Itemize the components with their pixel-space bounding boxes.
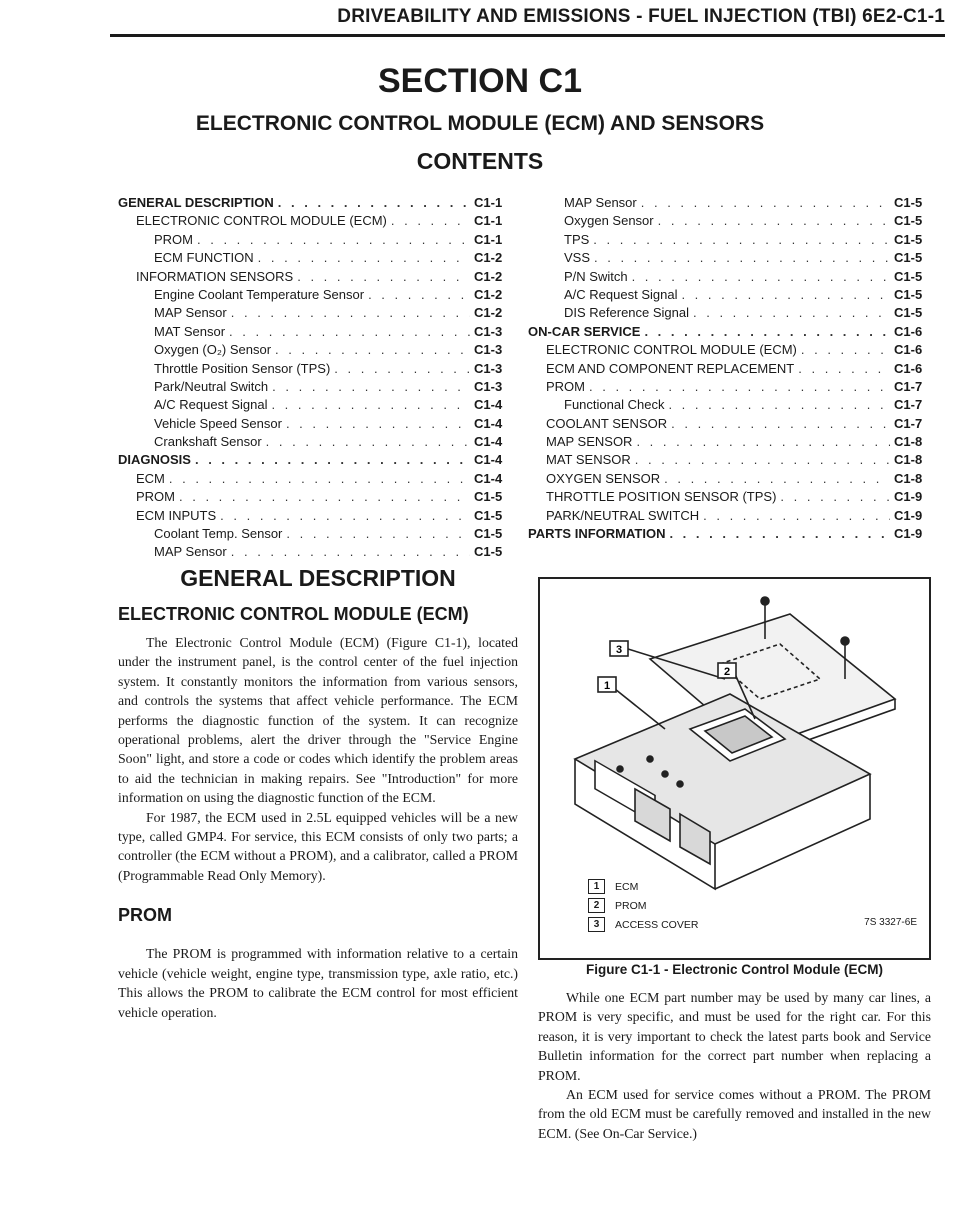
toc-entry: [528, 416, 938, 434]
toc-entry: [528, 434, 938, 452]
toc-entry-title: Oxygen (O₂) Sensor: [154, 342, 272, 358]
toc-entry: [118, 397, 518, 415]
toc-entry-page: C1-2: [474, 250, 503, 266]
toc-leader: [278, 195, 470, 210]
toc-leader: [334, 361, 470, 376]
left-text-column: [118, 565, 518, 1022]
toc-entry-title: A/C Request Signal: [154, 397, 268, 413]
right-text-column: [538, 988, 931, 1143]
toc-entry: [118, 544, 518, 562]
toc-entry-title: OXYGEN SENSOR: [546, 470, 661, 486]
toc-leader: [391, 213, 470, 228]
toc-entry-title: Coolant Temp. Sensor: [154, 526, 283, 542]
toc-entry: [528, 508, 938, 526]
right-paragraph-1: While one ECM part number may be used by many car lines, a PROM is very specific, and must be used for the right car. For this reason, it is very important to check the latest parts book and Service Bulletin information for the correct part number when replacing a PROM.: [538, 990, 931, 1083]
toc-leader: [229, 324, 470, 339]
toc-leader: [368, 287, 470, 302]
toc-entry-page: C1-7: [894, 397, 923, 413]
ecm-paragraph-1: The Electronic Control Module (ECM) (Figure C1-1), located under the instrument panel, is the control center of the fuel injection system. It constantly monitors the information from various sensors, and controls the systems that affect vehicle performance. The ECM performs the diagnostic function of the system. It can recognize operational problems, alert the driver through the "Service Engine Soon" light, and store a code or codes which identify the problem areas to aid the technician in making repairs. See "Introduction" for more information on using the diagnostic function of the ECM.: [118, 635, 518, 806]
toc-entry-page: C1-5: [474, 507, 503, 523]
toc-entry-page: C1-6: [894, 360, 923, 376]
toc-entry-title: ECM AND COMPONENT REPLACEMENT: [546, 360, 795, 376]
toc-leader: [231, 544, 470, 559]
toc-entry-page: C1-6: [894, 342, 923, 358]
toc-entry: [528, 342, 938, 360]
toc-leader: [271, 397, 470, 412]
toc-entry-page: C1-5: [894, 231, 923, 247]
toc-leader: [195, 452, 470, 467]
toc-entry-page: C1-2: [474, 286, 503, 302]
legend-row: 1 ECM: [588, 877, 698, 896]
toc-entry-page: C1-3: [474, 378, 503, 394]
toc-leader: [169, 471, 470, 486]
toc-entry-title: ON-CAR SERVICE: [528, 323, 641, 339]
toc-entry-page: C1-3: [474, 360, 503, 376]
toc-entry-title: THROTTLE POSITION SENSOR (TPS): [546, 489, 777, 505]
toc-entry: [118, 434, 518, 452]
toc-leader: [693, 305, 890, 320]
toc-entry-page: C1-6: [894, 323, 923, 339]
toc-entry: [528, 397, 938, 415]
toc-entry-title: PARTS INFORMATION: [528, 526, 666, 542]
toc-entry-title: DIAGNOSIS: [118, 452, 191, 468]
toc-leader: [668, 397, 890, 412]
toc-entry: [118, 489, 518, 507]
toc-entry-page: C1-5: [894, 268, 923, 284]
legend-row: 3 ACCESS COVER: [588, 915, 698, 934]
toc-entry-title: PROM: [154, 231, 193, 247]
toc-entry: [118, 526, 518, 544]
toc-entry: [118, 287, 518, 305]
figure-ecm: [538, 577, 931, 960]
toc-leader: [641, 195, 890, 210]
toc-entry-page: C1-3: [474, 323, 503, 339]
callout-1-text: 1: [603, 680, 611, 692]
toc-leader: [589, 379, 890, 394]
toc-entry: [528, 232, 938, 250]
toc-entry: [118, 342, 518, 360]
toc-entry-page: C1-1: [474, 213, 503, 229]
toc-leader: [658, 213, 890, 228]
toc-entry-title: MAP Sensor: [154, 544, 227, 560]
toc-leader: [266, 434, 470, 449]
toc-leader: [594, 250, 890, 265]
contents-title: CONTENTS: [416, 148, 544, 174]
toc-leader: [286, 416, 470, 431]
toc-entry-title: VSS: [564, 250, 591, 266]
toc-entry-title: ECM FUNCTION: [154, 250, 254, 266]
toc-entry-title: GENERAL DESCRIPTION: [118, 195, 274, 210]
toc-entry: [118, 452, 518, 470]
toc-entry: [118, 379, 518, 397]
toc-entry-page: C1-4: [474, 415, 503, 431]
toc-leader: [798, 361, 890, 376]
toc-right-column: [528, 195, 938, 544]
toc-entry-title: ELECTRONIC CONTROL MODULE (ECM): [136, 213, 387, 229]
toc-entry-page: C1-5: [894, 286, 923, 302]
toc-entry-page: C1-2: [474, 268, 503, 284]
toc-entry: [118, 508, 518, 526]
toc-entry-page: C1-7: [894, 378, 923, 394]
toc-entry-title: PARK/NEUTRAL SWITCH: [546, 507, 700, 523]
toc-leader: [258, 250, 470, 265]
toc-leader: [275, 342, 470, 357]
toc-entry-title: A/C Request Signal: [564, 286, 678, 302]
toc-entry: [118, 305, 518, 323]
toc-entry-title: DIS Reference Signal: [564, 305, 690, 321]
toc-leader: [179, 489, 470, 504]
running-head: DRIVEABILITY AND EMISSIONS - FUEL INJECTION (TBI) 6E2-C1-1: [337, 6, 945, 27]
toc-entry-page: C1-1: [474, 195, 503, 210]
figure-code: 7S 3327-6E: [864, 917, 917, 928]
toc-entry-title: MAT Sensor: [154, 323, 226, 339]
toc-leader: [669, 526, 890, 541]
toc-entry-page: C1-5: [474, 526, 503, 542]
toc-entry: [528, 379, 938, 397]
toc-leader: [664, 471, 890, 486]
toc-entry: [528, 526, 938, 544]
toc-leader: [297, 269, 470, 284]
toc-entry-page: C1-5: [474, 489, 503, 505]
callout-3-text: 3: [615, 644, 623, 656]
toc-entry: [118, 361, 518, 379]
toc-entry: [528, 489, 938, 507]
figure-caption: Figure C1-1 - Electronic Control Module (ECM): [585, 962, 883, 977]
header-rule: [110, 34, 945, 37]
toc-entry-title: PROM: [136, 489, 175, 505]
toc-entry: [118, 213, 518, 231]
toc-entry-title: Crankshaft Sensor: [154, 434, 262, 450]
toc-leader: [644, 324, 890, 339]
toc-leader: [272, 379, 470, 394]
toc-entry-title: MAP SENSOR: [546, 434, 633, 450]
toc-entry: [118, 269, 518, 287]
toc-entry-title: Oxygen Sensor: [564, 213, 654, 229]
legend-row: 2 PROM: [588, 896, 698, 915]
toc-entry: [118, 471, 518, 489]
toc-entry-page: C1-4: [474, 452, 503, 468]
toc-leader: [801, 342, 890, 357]
toc-leader: [286, 526, 470, 541]
toc-entry: [528, 195, 938, 213]
toc-entry: [528, 269, 938, 287]
toc-entry-page: C1-7: [894, 415, 923, 431]
toc-entry-page: C1-4: [474, 434, 503, 450]
toc-entry: [118, 324, 518, 342]
toc-entry: [528, 471, 938, 489]
figure-legend: [588, 877, 698, 934]
toc-entry-page: C1-8: [894, 470, 923, 486]
toc-entry-page: C1-5: [894, 213, 923, 229]
toc-leader: [593, 232, 890, 247]
toc-entry: [118, 195, 518, 213]
toc-entry: [528, 213, 938, 231]
toc-leader: [220, 508, 470, 523]
toc-leader: [703, 508, 890, 523]
toc-entry-page: C1-5: [894, 305, 923, 321]
toc-leader: [635, 452, 890, 467]
toc-entry-page: C1-5: [474, 544, 503, 560]
toc-entry: [118, 416, 518, 434]
toc-entry-title: Vehicle Speed Sensor: [154, 415, 282, 431]
toc-entry-title: MAP Sensor: [564, 195, 637, 210]
toc-entry-page: C1-9: [894, 526, 923, 542]
toc-leader: [636, 434, 890, 449]
toc-left-column: [118, 195, 518, 563]
toc-entry: [528, 452, 938, 470]
toc-entry-page: C1-9: [894, 507, 923, 523]
toc-entry: [528, 324, 938, 342]
toc-entry-title: COOLANT SENSOR: [546, 415, 668, 431]
toc-leader: [632, 269, 890, 284]
toc-entry-title: MAP Sensor: [154, 305, 227, 321]
ecm-heading: ELECTRONIC CONTROL MODULE (ECM): [118, 604, 469, 624]
toc-entry-page: C1-4: [474, 397, 503, 413]
toc-entry-page: C1-5: [894, 195, 923, 210]
toc-entry: [528, 305, 938, 323]
prom-paragraph: The PROM is programmed with information relative to a certain vehicle (vehicle weight, engine type, transmission type, axle ratio, etc.) This allows the PROM to calibrate the ECM control for most efficient vehicle operation.: [118, 946, 518, 1020]
toc-entry-title: ELECTRONIC CONTROL MODULE (ECM): [546, 342, 797, 358]
toc-entry-title: INFORMATION SENSORS: [136, 268, 294, 284]
general-description-heading: GENERAL DESCRIPTION: [180, 565, 456, 591]
section-title: SECTION C1: [377, 62, 583, 100]
callout-2-text: 2: [723, 666, 731, 678]
ecm-paragraph-2: For 1987, the ECM used in 2.5L equipped vehicles will be a new type, called GMP4. For service, this ECM consists of only two parts; a controller (the ECM without a PROM), and a calibrator, called a PROM (Programmable Read Only Memory).: [118, 809, 518, 883]
toc-entry-page: C1-8: [894, 434, 923, 450]
toc-entry-page: C1-1: [474, 231, 503, 247]
toc-entry-title: PROM: [546, 378, 585, 394]
toc-entry-title: Throttle Position Sensor (TPS): [154, 360, 331, 376]
toc-entry-title: Park/Neutral Switch: [154, 378, 269, 394]
toc-entry-title: MAT SENSOR: [546, 452, 631, 468]
toc-entry-title: ECM INPUTS: [136, 507, 217, 523]
toc-entry: [118, 250, 518, 268]
toc-entry: [528, 287, 938, 305]
toc-entry-title: Engine Coolant Temperature Sensor: [154, 286, 365, 302]
toc-leader: [780, 489, 890, 504]
toc-entry-page: C1-8: [894, 452, 923, 468]
prom-heading: PROM: [118, 905, 172, 926]
toc-entry-page: C1-5: [894, 250, 923, 266]
toc-leader: [231, 305, 470, 320]
toc-leader: [671, 416, 890, 431]
toc-entry-page: C1-9: [894, 489, 923, 505]
toc-entry-title: ECM: [136, 470, 165, 486]
toc-entry-title: P/N Switch: [564, 268, 628, 284]
toc-entry-page: C1-4: [474, 470, 503, 486]
right-paragraph-2: An ECM used for service comes without a PROM. The PROM from the old ECM must be carefully removed and installed in the new ECM. (See On-Car Service.): [538, 1087, 931, 1141]
toc-entry: [528, 250, 938, 268]
toc-entry: [118, 232, 518, 250]
section-subtitle: ELECTRONIC CONTROL MODULE (ECM) AND SENSORS: [195, 112, 765, 135]
toc-entry: [528, 361, 938, 379]
toc-entry-page: C1-3: [474, 342, 503, 358]
toc-entry-title: TPS: [564, 231, 590, 247]
toc-entry-title: Functional Check: [564, 397, 665, 413]
toc-entry-page: C1-2: [474, 305, 503, 321]
toc-leader: [197, 232, 470, 247]
toc-leader: [681, 287, 890, 302]
